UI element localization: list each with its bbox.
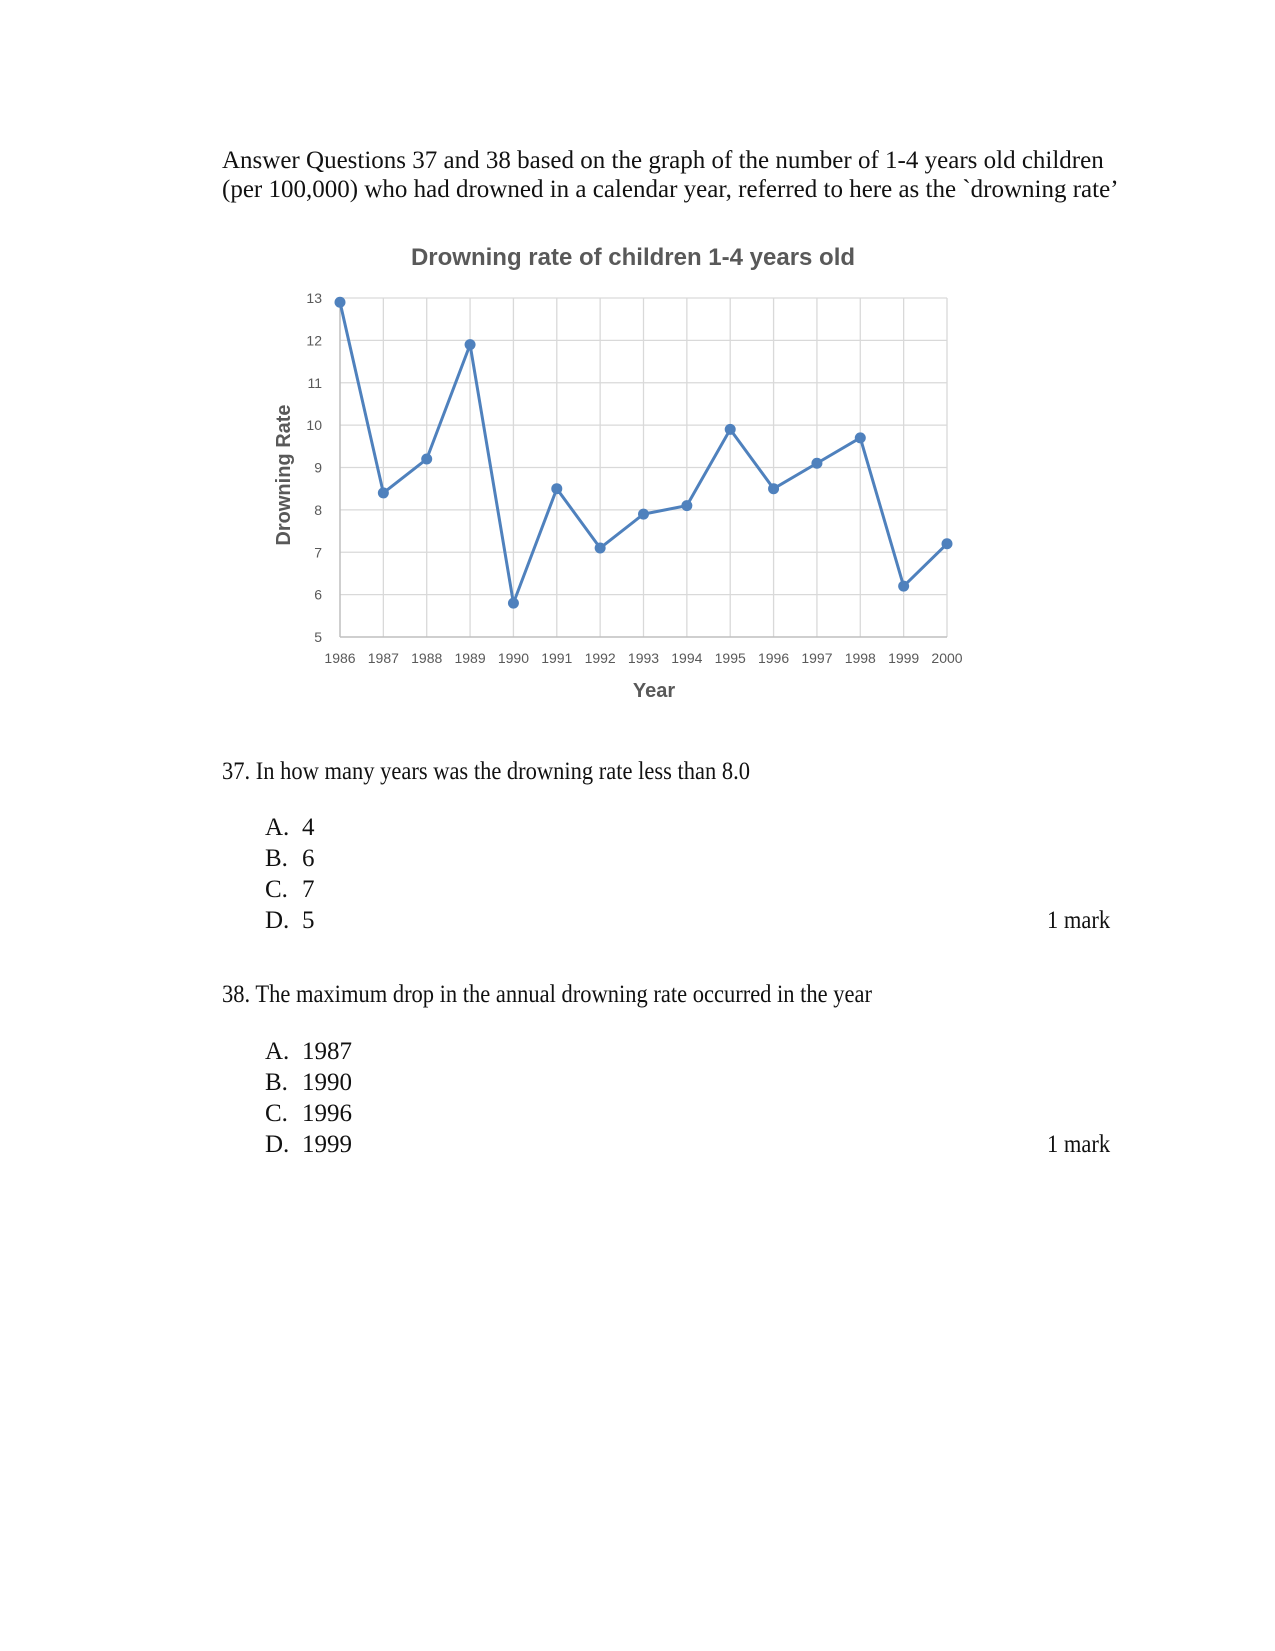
question-38: 38. The maximum drop in the annual drowning rate occurred in the year [222,981,873,1008]
data-point-1997 [811,458,822,469]
data-point-1993 [638,509,649,520]
data-point-1987 [378,487,389,498]
x-tick-label: 1999 [888,650,920,666]
x-tick-label: 1995 [714,650,746,666]
y-tick-label: 11 [307,374,322,391]
x-tick-label: 1997 [801,650,833,666]
intro-line-2: (per 100,000) who had drowned in a calendar year, referred to here as the `drowning rate’ [222,176,1119,203]
option-letter: D. [265,907,290,934]
option-c [265,874,315,905]
data-point-1991 [551,483,562,494]
option-b [265,843,315,874]
x-tick-label: 1996 [757,650,790,666]
option-value: 1990 [302,1069,352,1096]
data-point-1994 [681,500,692,511]
option-letter: B. [265,845,288,872]
option-letter: D. [265,1131,290,1158]
y-tick-label: 9 [314,459,322,476]
x-tick-label: 1998 [844,650,876,666]
x-tick-label: 2000 [931,650,963,666]
y-tick-label: 5 [314,629,322,645]
drowning-rate-chart [250,240,1010,710]
x-tick-label: 1994 [671,650,703,666]
y-tick-label: 6 [314,586,322,603]
option-a [265,812,315,843]
x-tick-label: 1988 [411,650,443,666]
option-value: 1987 [302,1038,352,1065]
data-point-1996 [768,483,779,494]
x-tick-label: 1986 [324,650,356,666]
x-tick-labels [324,650,962,666]
option-c [265,1098,352,1129]
option-letter: A. [265,1038,290,1065]
y-tick-label: 8 [314,501,322,518]
option-letter: C. [265,1100,288,1127]
question-37-mark: 1 mark [1046,907,1110,934]
option-letter: C. [265,876,288,903]
question-37: 37. In how many years was the drowning rate less than 8.0 [222,758,751,785]
intro-paragraph [222,146,1122,204]
y-tick-labels [306,290,322,645]
option-value: 1999 [302,1131,352,1158]
x-tick-label: 1991 [541,650,573,666]
option-a [265,1036,352,1067]
data-point-1989 [465,339,476,350]
data-point-1986 [335,297,346,308]
data-point-1988 [421,454,432,465]
option-value: 4 [302,814,315,841]
y-tick-label: 10 [306,417,322,434]
x-tick-label: 1989 [454,650,486,666]
option-d [265,1129,352,1160]
x-tick-label: 1987 [367,650,399,666]
data-point-1995 [725,424,736,435]
chart-grid [340,298,947,637]
question-37-options [265,812,315,936]
x-tick-label: 1992 [584,650,616,666]
option-d [265,905,315,936]
data-point-2000 [942,538,953,549]
x-tick-label: 1993 [627,650,660,666]
y-tick-label: 7 [314,544,322,561]
option-b [265,1067,352,1098]
option-value: 5 [302,907,315,934]
option-value: 7 [302,876,315,903]
x-axis-label: Year [632,680,676,702]
data-point-1992 [595,543,606,554]
y-tick-label: 13 [306,290,322,306]
chart-title: Drowning rate of children 1-4 years old [410,244,856,271]
x-tick-label: 1990 [497,650,530,666]
option-value: 1996 [302,1100,352,1127]
intro-line-1: Answer Questions 37 and 38 based on the graph of the number of 1-4 years old children [222,147,1104,174]
option-letter: B. [265,1069,288,1096]
data-point-1998 [855,432,866,443]
question-38-mark: 1 mark [1046,1131,1110,1158]
option-value: 6 [302,845,315,872]
data-point-1990 [508,598,519,609]
y-axis-label: Drowning Rate [273,404,295,546]
y-tick-label: 12 [306,332,322,349]
option-letter: A. [265,814,290,841]
question-38-options [265,1036,352,1160]
data-point-1999 [898,581,909,592]
